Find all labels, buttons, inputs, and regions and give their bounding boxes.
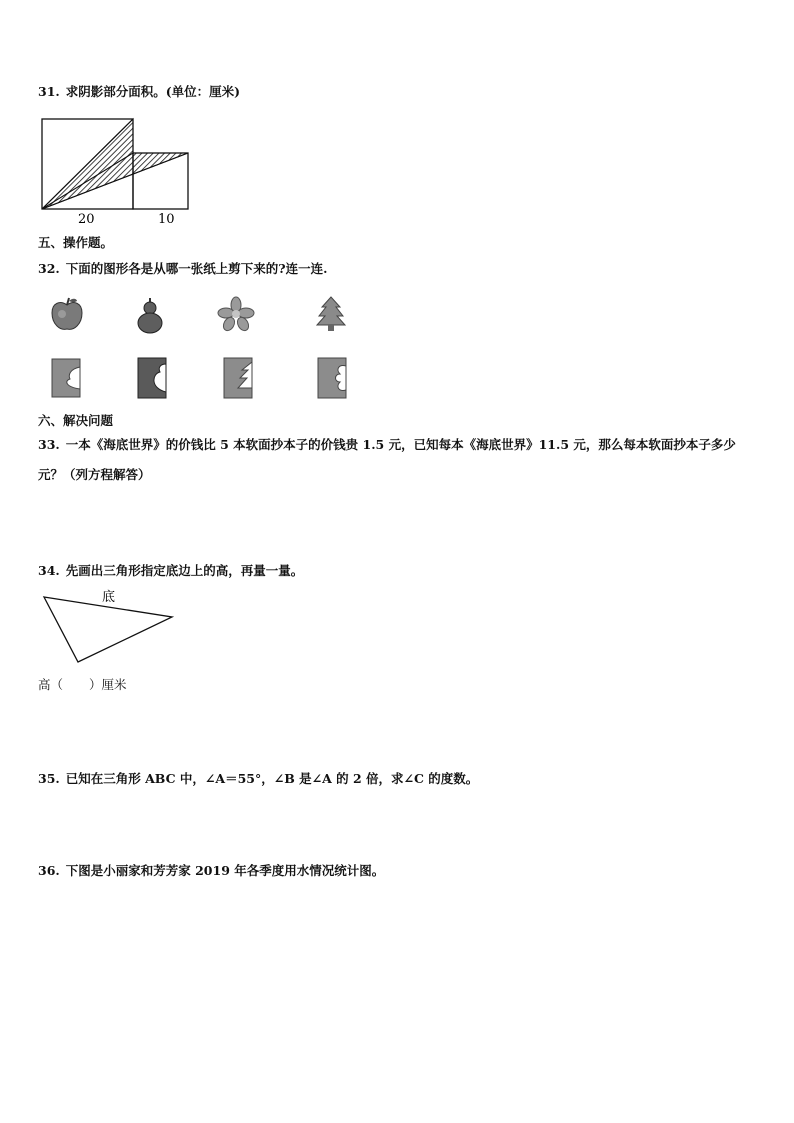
triangle-figure <box>38 585 178 665</box>
question-number: 31. <box>38 84 60 99</box>
question-text: 已知在三角形 ABC 中，∠A＝55°，∠B 是∠A 的 2 倍，求∠C 的度数。 <box>65 771 479 786</box>
question-33 <box>38 430 758 490</box>
answer-prefix: 高（ <box>38 677 64 692</box>
question-34 <box>38 563 303 579</box>
question-31 <box>38 84 240 100</box>
shaded-area-figure <box>38 115 198 230</box>
section-heading-5: 五、操作题。 <box>38 235 114 250</box>
apple-shape <box>50 297 84 333</box>
question-36 <box>38 863 384 879</box>
question-number: 32. <box>38 261 60 276</box>
paper-apple-cut <box>50 357 82 399</box>
question-number: 34. <box>38 563 60 578</box>
paper-tree-cut <box>222 356 254 400</box>
question-number: 35. <box>38 771 60 786</box>
question-text: 下图是小丽家和芳芳家 2019 年各季度用水情况统计图。 <box>65 863 385 878</box>
flower-shape <box>218 297 254 331</box>
tree-shape <box>316 295 346 333</box>
base-label: 底 <box>102 590 116 605</box>
question-number: 33. <box>38 437 60 452</box>
question-35 <box>38 771 478 787</box>
paper-flower-cut <box>316 356 348 400</box>
height-answer <box>38 677 127 693</box>
gourd-shape <box>134 296 166 334</box>
question-number: 36. <box>38 863 60 878</box>
label-10: 10 <box>158 212 175 227</box>
question-text: 先画出三角形指定底边上的高，再量一量。 <box>65 563 304 578</box>
answer-suffix: ）厘米 <box>89 677 127 692</box>
paper-gourd-cut <box>136 356 168 400</box>
question-32 <box>38 261 327 277</box>
question-text: 一本《海底世界》的价钱比 5 本软面抄本子的价钱贵 1.5 元，已知每本《海底世界》11.5 元，那么每本软面抄本子多少元？（列方程解答） <box>38 437 736 482</box>
question-text: 下面的图形各是从哪一张纸上剪下来的?连一连. <box>65 261 328 276</box>
label-20: 20 <box>78 212 95 227</box>
question-text: 求阴影部分面积。(单位：厘米) <box>65 84 241 99</box>
section-heading-6: 六、解决问题 <box>38 413 114 428</box>
